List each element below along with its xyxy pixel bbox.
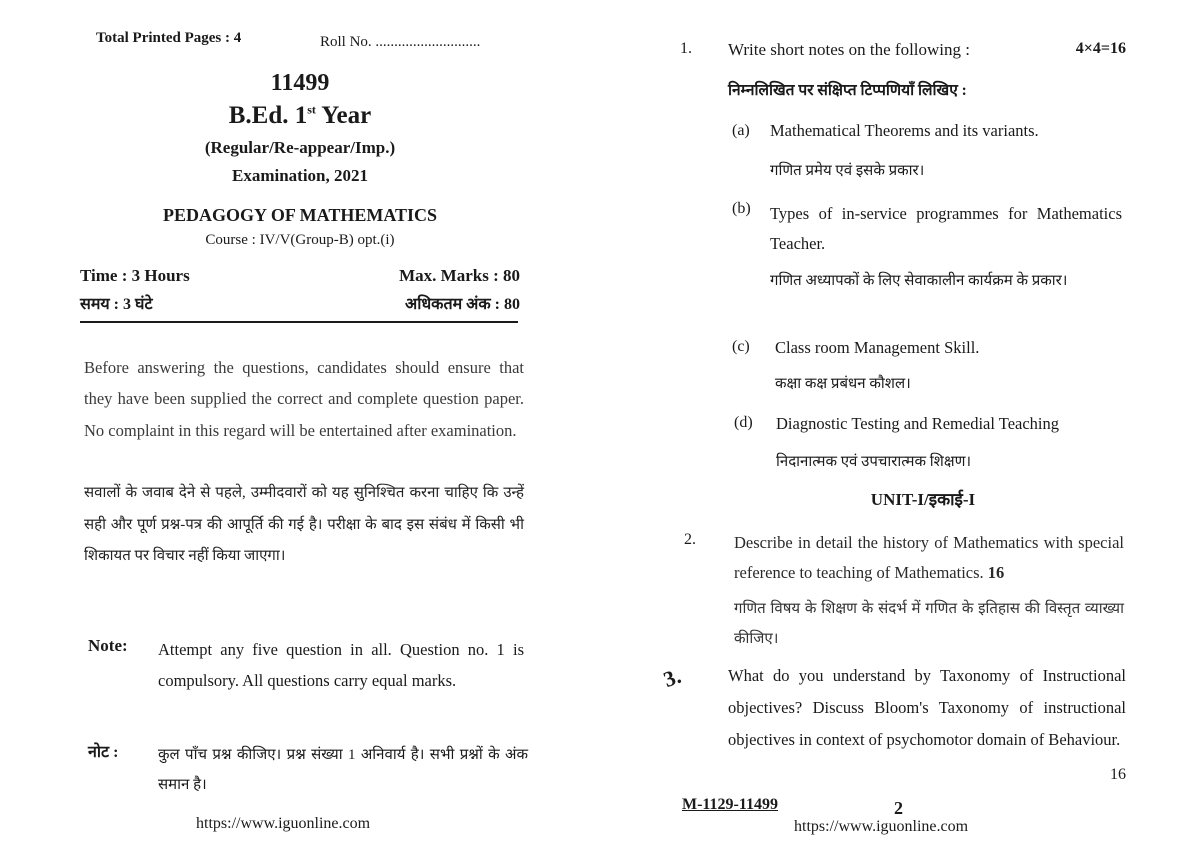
max-marks-hindi: अधिकतम अंक : 80 (404, 296, 520, 313)
degree-name: B.Ed. 1 (228, 102, 308, 129)
degree-year: Year (315, 102, 372, 129)
part-d-label: (d) (734, 414, 753, 431)
question-3-marks: 16 (1110, 766, 1126, 783)
page-number: 2 (894, 798, 903, 818)
part-b-text: Types of in-service programmes for Mathematics Teacher. (770, 204, 1122, 253)
time-hindi: समय : 3 घंटे (80, 296, 153, 313)
instructions-hindi: सवालों के जवाब देने से पहले, उम्मीदवारों को यह सुनिश्चित करना चाहिए कि उन्हें सही और पूर्ण प्रश्न-पत्र की आपूर्ति की गई है। परीक्षा के बाद इस संबंध में किसी भी शिकायत पर विचार नहीं किया जाएगा। (84, 485, 524, 564)
course-info: Course : IV/V(Group-B) opt.(i) (205, 232, 395, 248)
question-1-text: Write short notes on the following : (728, 40, 971, 59)
subject-title: PEDAGOGY OF MATHEMATICS (163, 205, 437, 225)
part-a-text: Mathematical Theorems and its variants. (770, 121, 1039, 140)
part-b-hindi: गणित अध्यापकों के लिए सेवाकालीन कार्यक्रम के प्रकार। (770, 273, 1068, 289)
part-b-label: (b) (732, 200, 751, 217)
question-1-hindi: निम्नलिखित पर संक्षिप्त टिप्पणियाँ लिखिए : (728, 82, 967, 99)
footer-paper-code: M-1129-11499 (682, 796, 778, 813)
part-a-hindi: गणित प्रमेय एवं इसके प्रकार। (770, 163, 925, 179)
exam-type: (Regular/Re-appear/Imp.) (204, 138, 396, 157)
footer-url-right: https://www.iguonline.com (794, 818, 969, 835)
paper-code: 11499 (270, 70, 330, 96)
question-3-number: 3. (660, 662, 685, 693)
degree-title (80, 102, 520, 130)
question-2-marks: 16 (987, 563, 1005, 582)
note-label: Note: (88, 636, 128, 655)
question-1-marks: 4×4=16 (1075, 40, 1126, 57)
roll-number: Roll No. ............................ (320, 34, 481, 50)
instructions-english: Before answering the questions, candidates should ensure that they have been supplied the correct and complete question paper. No complaint in this regard will be entertained after examination. (84, 358, 524, 440)
part-c-label: (c) (732, 338, 750, 355)
unit-heading: UNIT-I/इकाई-I (870, 490, 976, 509)
max-marks-english: Max. Marks : 80 (399, 266, 520, 285)
part-d-text: Diagnostic Testing and Remedial Teaching (776, 414, 1060, 433)
degree-superscript: st (307, 102, 316, 117)
note-text: Attempt any five question in all. Question no. 1 is compulsory. All questions carry equal marks. (158, 640, 524, 690)
header-divider (80, 321, 518, 323)
total-pages: Total Printed Pages : 4 (96, 30, 242, 46)
question-2-number: 2. (684, 531, 696, 548)
question-3-text: What do you understand by Taxonomy of Instructional objectives? Discuss Bloom's Taxonomy of instructional objectives in context of psychomotor domain of Behaviour. (728, 666, 1126, 749)
part-c-hindi: कक्षा कक्ष प्रबंधन कौशल। (775, 376, 911, 392)
part-d-hindi: निदानात्मक एवं उपचारात्मक शिक्षण। (776, 454, 972, 470)
note-hindi-label: नोट : (88, 744, 119, 761)
question-2-text: Describe in detail the history of Mathematics with special reference to teaching of Mathematics. (734, 533, 1124, 582)
time-english: Time : 3 Hours (80, 266, 190, 285)
part-c-text: Class room Management Skill. (775, 338, 980, 357)
footer-url-left: https://www.iguonline.com (196, 815, 371, 832)
exam-title: Examination, 2021 (231, 166, 369, 185)
question-2-block (734, 528, 1124, 588)
part-a-label: (a) (732, 122, 750, 139)
note-hindi-text: कुल पाँच प्रश्न कीजिए। प्रश्न संख्या 1 अनिवार्य है। सभी प्रश्नों के अंक समान है। (158, 747, 528, 793)
question-2-hindi: गणित विषय के शिक्षण के संदर्भ में गणित के इतिहास की विस्तृत व्याख्या कीजिए। (734, 601, 1124, 647)
question-1-number: 1. (680, 40, 692, 57)
